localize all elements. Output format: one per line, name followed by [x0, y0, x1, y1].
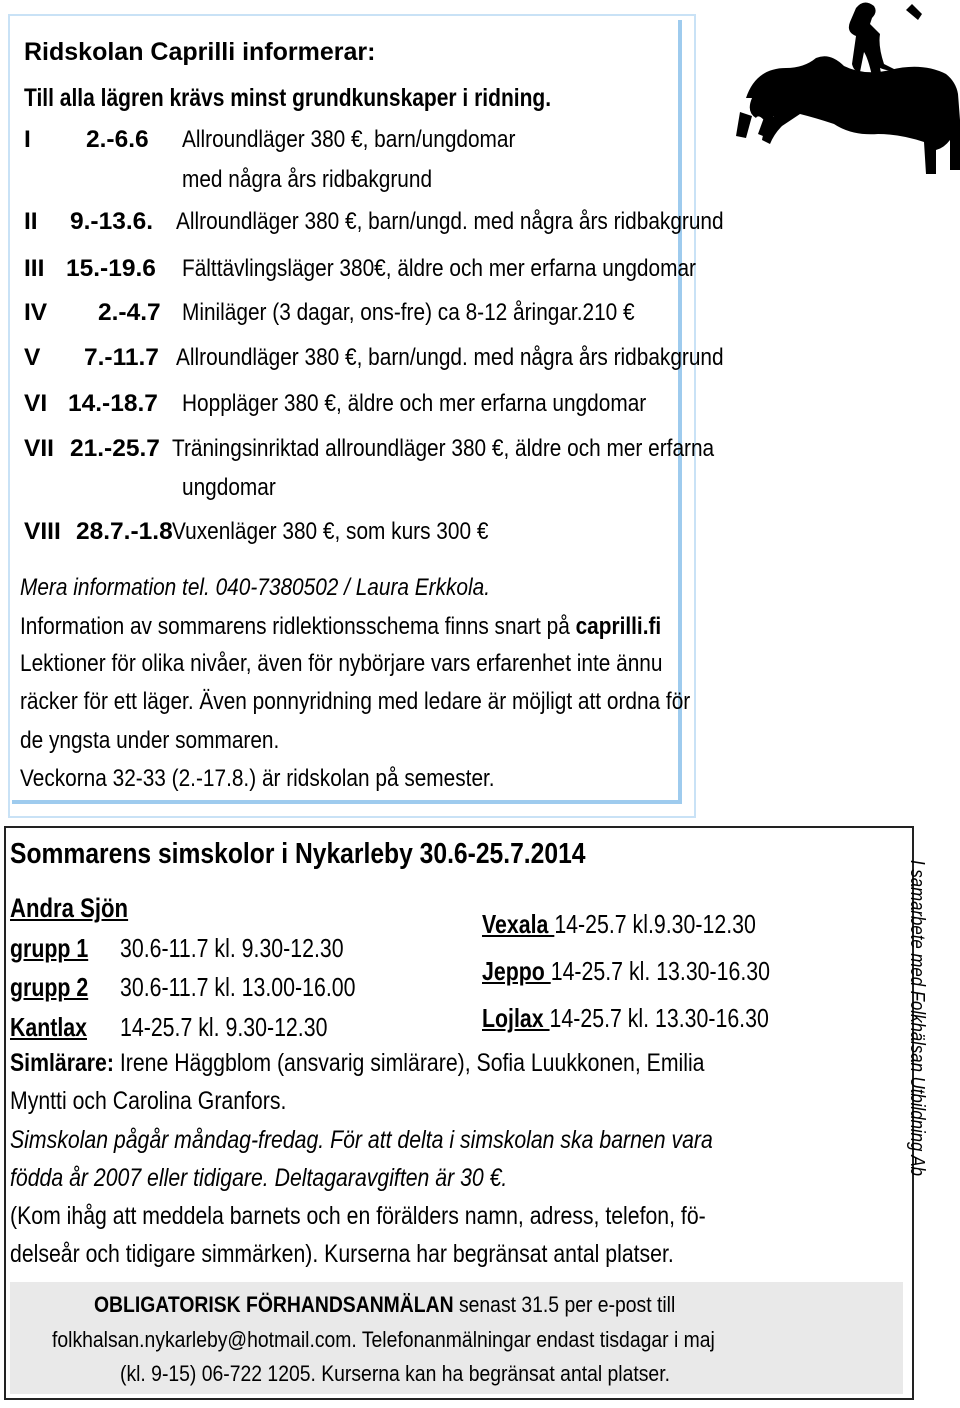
info-vacation: Veckorna 32-33 (2.-17.8.) är ridskolan på semester. [20, 765, 495, 792]
camp-dates: 9.-13.6. [70, 208, 154, 235]
camp-description: Miniläger (3 dagar, ons-fre) ca 8-12 åringar.210 € [182, 299, 635, 326]
group-time: 14-25.7 kl. 13.30-16.30 [550, 956, 770, 986]
camp-description: Vuxenläger 380 €, som kurs 300 € [172, 518, 489, 545]
teachers-text: Irene Häggblom (ansvarig simlärare), Sofia Luukkonen, Emilia [113, 1049, 705, 1077]
schedule-line: Simskolan pågår måndag-fredag. För att delta i simskolan ska barnen vara [10, 1126, 713, 1154]
camp-dates: 14.-18.7 [68, 390, 158, 417]
teachers-label: Simlärare: [10, 1049, 114, 1077]
info-schedule [20, 613, 661, 641]
camp-dates: 2.-6.6 [86, 126, 149, 153]
camp-number: II [24, 208, 38, 235]
info-phone: Mera information tel. 040-7380502 / Laura Erkkola. [20, 574, 490, 601]
group-name: Vexala [482, 909, 555, 939]
cooperation-text: I samarbete med Folkhälsan Utbildning Ab [906, 860, 928, 1176]
notice-line [94, 1292, 675, 1318]
riding-school-requirement: Till alla lägren krävs minst grundkunskaper i ridning. [24, 84, 552, 112]
schedule-line: födda år 2007 eller tidigare. Deltagaravgiften är 30 €. [10, 1164, 508, 1192]
info-lessons-line: räcker för ett läger. Även ponnyridning med ledare är möjligt att ordna för [20, 688, 691, 715]
notice-text: senast 31.5 per e-post till [453, 1292, 676, 1317]
camp-dates: 7.-11.7 [84, 344, 159, 371]
camp-description: Träningsinriktad allroundläger 380 €, äldre och mer erfarna [172, 435, 715, 462]
village-group [482, 956, 770, 987]
camp-number: VIII [24, 518, 61, 545]
caprilli-link[interactable]: caprilli.fi [575, 613, 662, 640]
camp-dates: 2.-4.7 [98, 299, 161, 326]
teachers-line [10, 1049, 705, 1078]
group-time: 14-25.7 kl.9.30-12.30 [554, 909, 756, 939]
group-time: 14-25.7 kl. 9.30-12.30 [120, 1012, 328, 1042]
group-time: 30.6-11.7 kl. 13.00-16.00 [120, 972, 356, 1002]
camp-dates: 21.-25.7 [70, 435, 160, 462]
camp-number: I [24, 126, 31, 153]
camp-dates: 15.-19.6 [66, 255, 156, 282]
notice-heading: OBLIGATORISK FÖRHANDSANMÄLAN [94, 1292, 454, 1317]
horse-rider-silhouette [726, 0, 960, 186]
camp-dates: 28.7.-1.8 [76, 518, 173, 545]
remember-line: (Kom ihåg att meddela barnets och en förälders namn, adress, telefon, fö- [10, 1202, 706, 1230]
info-lessons-line: de yngsta under sommaren. [20, 727, 280, 754]
teachers-line: Myntti och Carolina Granfors. [10, 1087, 287, 1115]
camp-number: IV [24, 299, 48, 326]
riding-school-title: Ridskolan Caprilli informerar: [24, 38, 376, 66]
camp-number: III [24, 255, 45, 282]
camp-description: Allroundläger 380 €, barn/ungd. med några års ridbakgrund [176, 208, 724, 235]
notice-line: folkhalsan.nykarleby@hotmail.com. Telefonanmälningar endast tisdagar i maj [52, 1327, 715, 1352]
camp-number: V [24, 344, 41, 371]
group-time: 30.6-11.7 kl. 9.30-12.30 [120, 933, 344, 963]
group-name: Kantlax [10, 1012, 88, 1042]
cooperation-side-text [905, 860, 928, 1236]
notice-line: (kl. 9-15) 06-722 1205. Kurserna kan ha begränsat antal platser. [120, 1361, 670, 1386]
remember-line: delseår och tidigare simmärken). Kurserna har begränsat antal platser. [10, 1240, 674, 1268]
camp-number: VII [24, 435, 54, 462]
camp-description: Hoppläger 380 €, äldre och mer erfarna ungdomar [182, 390, 647, 417]
camp-description: Allroundläger 380 €, barn/ungd. med några års ridbakgrund [176, 344, 724, 371]
camp-description: Fälttävlingsläger 380€, äldre och mer erfarna ungdomar [182, 255, 696, 282]
swim-school-title: Sommarens simskolor i Nykarleby 30.6-25.7.2014 [10, 838, 586, 870]
camp-description-cont: med några års ridbakgrund [182, 166, 433, 193]
info-schedule-text: Information av sommarens ridlektionsschema finns snart på [20, 613, 576, 640]
group-name: grupp 2 [10, 972, 89, 1002]
info-lessons-line: Lektioner för olika nivåer, även för nybörjare vars erfarenhet inte ännu [20, 650, 663, 677]
group-time: 14-25.7 kl. 13.30-16.30 [549, 1003, 769, 1033]
village-group [482, 1003, 769, 1034]
group-name: grupp 1 [10, 933, 89, 963]
camp-description: Allroundläger 380 €, barn/ungdomar [182, 126, 516, 153]
camp-description-cont: ungdomar [182, 474, 276, 501]
group-name: Lojlax [482, 1003, 550, 1033]
andra-sjon-heading: Andra Sjön [10, 893, 129, 923]
group-name: Jeppo [482, 956, 551, 986]
camp-number: VI [24, 390, 48, 417]
village-group [482, 909, 756, 940]
